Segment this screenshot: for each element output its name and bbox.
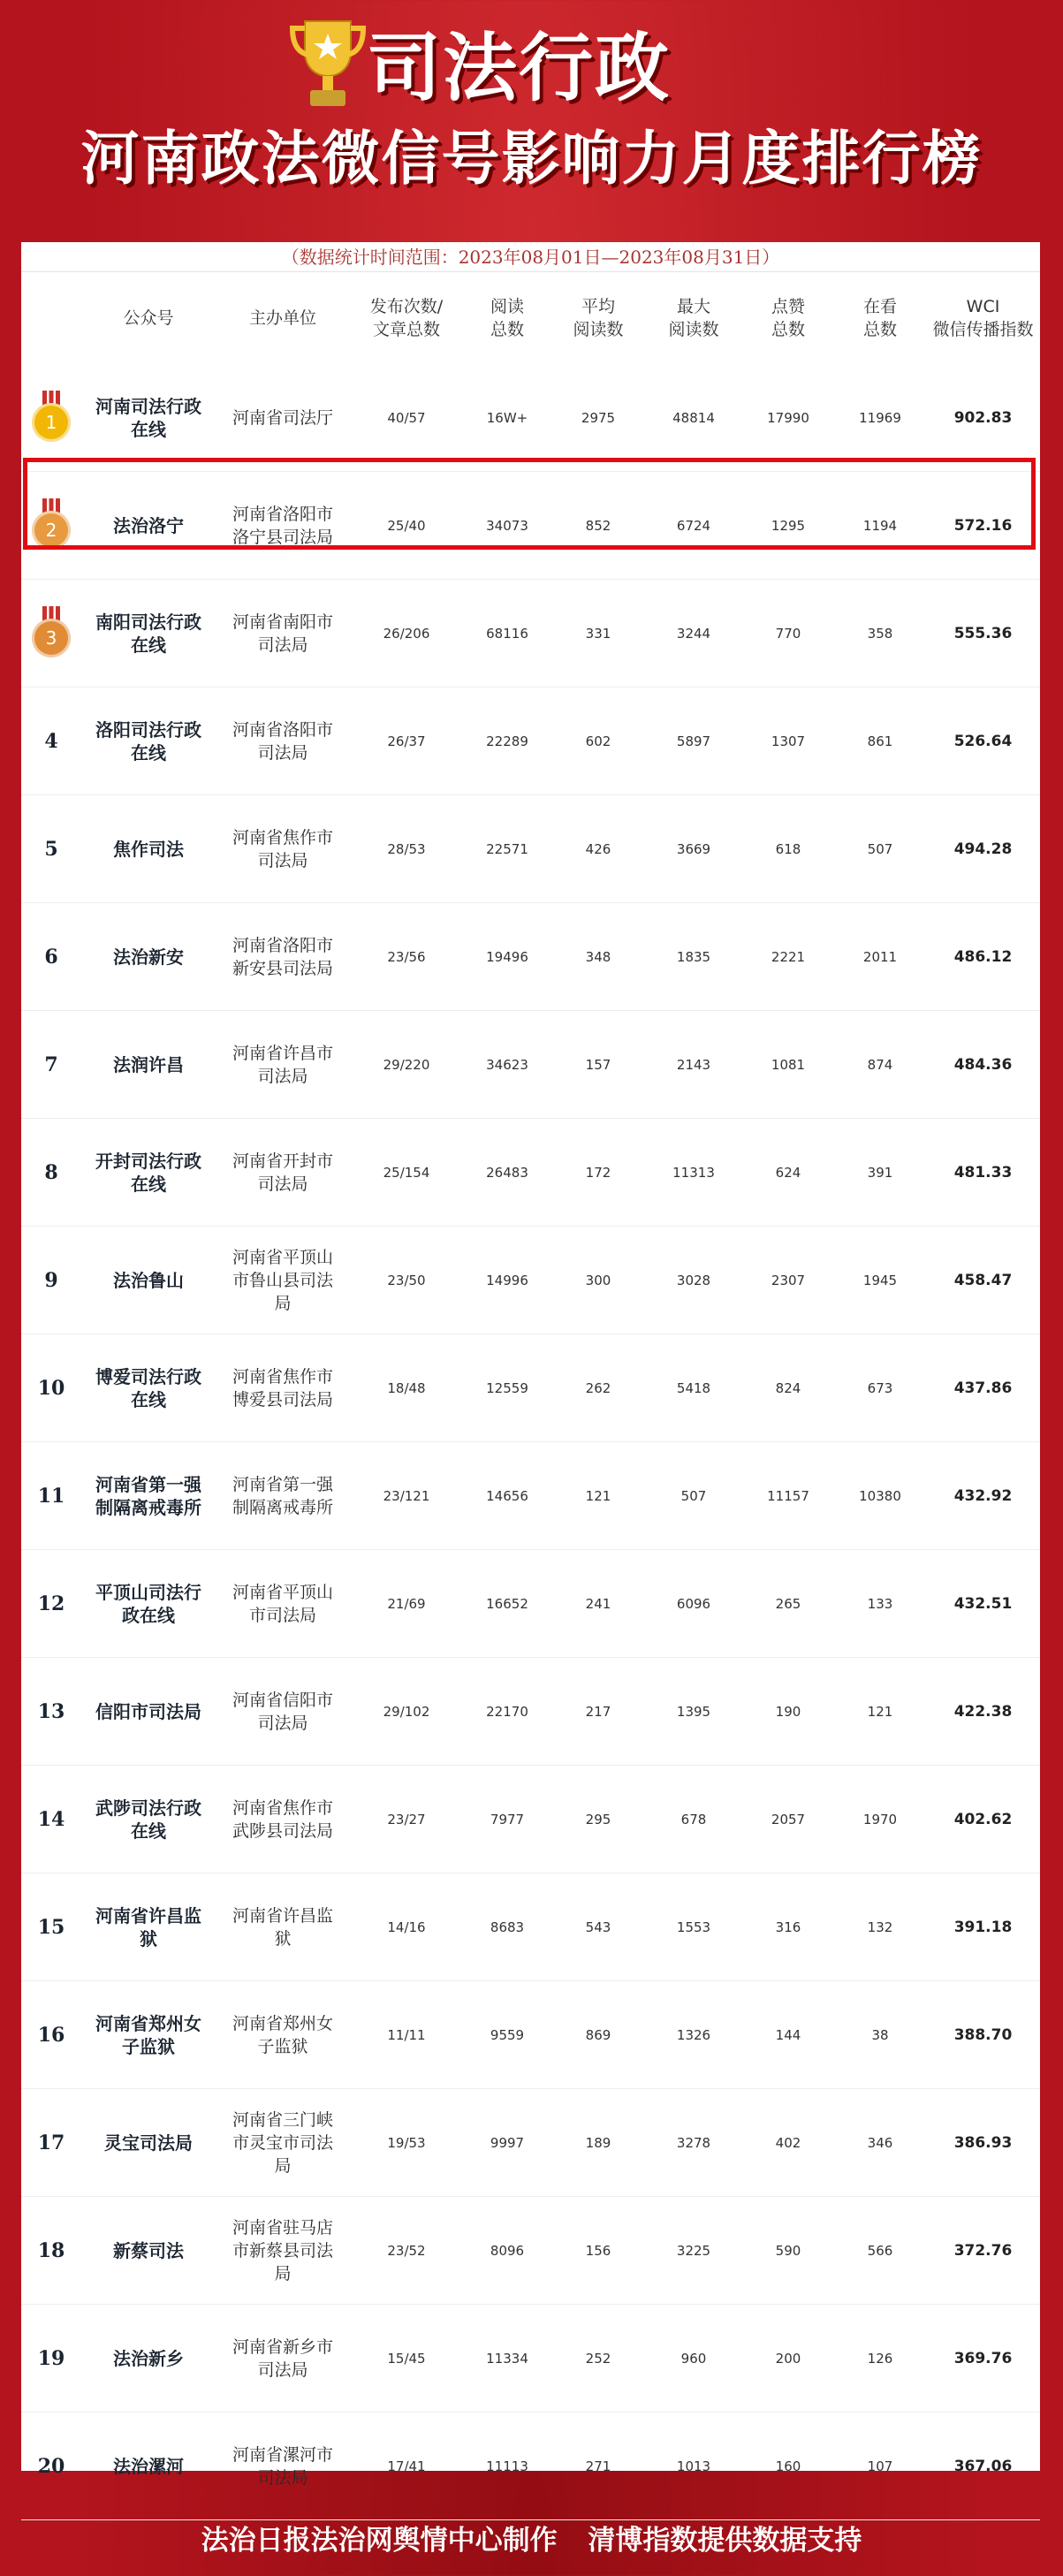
rank-cell: 7: [44, 1053, 58, 1076]
likes-cell: 200: [775, 2351, 801, 2367]
rank-cell: 16: [37, 2024, 65, 2047]
footer: [0, 2501, 1063, 2576]
wci-cell: 388.70: [953, 2026, 1013, 2044]
wci-cell: 432.51: [953, 1595, 1013, 1613]
likes-cell: 144: [775, 2027, 801, 2043]
avg-cell: 543: [585, 1919, 611, 1935]
table-row: [21, 580, 1040, 688]
avg-cell: 331: [585, 626, 611, 642]
name-cell: 法治鲁山: [113, 1270, 184, 1291]
table-row: [21, 2305, 1040, 2413]
name-cell: 平顶山司法行 政在线: [95, 1582, 201, 1626]
avg-cell: 348: [585, 949, 611, 965]
name-cell: 信阳市司法局: [95, 1701, 201, 1722]
name-cell: 河南省第一强 制隔离戒毒所: [95, 1474, 201, 1518]
avg-cell: 2975: [581, 410, 616, 426]
name-cell: 法治漯河: [113, 2456, 184, 2477]
wci-cell: 484.36: [953, 1056, 1013, 1074]
avg-cell: 271: [585, 2458, 611, 2474]
max-cell: 5418: [676, 1380, 711, 1396]
posts-cell: 19/53: [387, 2135, 426, 2151]
looks-cell: 11969: [859, 410, 901, 426]
looks-cell: 126: [867, 2351, 893, 2367]
name-cell: 法治新乡: [113, 2348, 184, 2369]
col-header-wci: WCI 微信传播指数: [932, 297, 1034, 339]
max-cell: 6096: [676, 1596, 711, 1612]
wci-cell: 402.62: [953, 1811, 1013, 1828]
avg-cell: 426: [585, 841, 611, 857]
org-cell: 河南省焦作市 司法局: [232, 828, 333, 870]
wci-cell: 367.06: [953, 2458, 1013, 2475]
medal-icon: [30, 498, 72, 553]
name-cell: 新蔡司法: [113, 2240, 184, 2261]
rank-cell: 6: [44, 946, 58, 969]
rank-cell: [21, 364, 81, 472]
table-row: [21, 1658, 1040, 1766]
max-cell: 507: [680, 1488, 707, 1504]
org-cell: 河南省信阳市 司法局: [232, 1691, 333, 1733]
rank-cell: 19: [37, 2347, 65, 2370]
max-cell: 3244: [676, 626, 711, 642]
page-title: 司法行政: [367, 25, 672, 111]
likes-cell: 316: [775, 1919, 801, 1935]
looks-cell: 1945: [862, 1273, 898, 1288]
looks-cell: 861: [867, 733, 893, 749]
posts-cell: 29/220: [383, 1057, 430, 1073]
avg-cell: 262: [585, 1380, 611, 1396]
likes-cell: 1295: [771, 518, 806, 534]
posts-cell: 21/69: [387, 1596, 426, 1612]
org-cell: 河南省洛阳市 洛宁县司法局: [232, 505, 333, 547]
col-header-name: 公众号: [123, 308, 174, 328]
reads-cell: 34073: [486, 518, 528, 534]
reads-cell: 26483: [486, 1165, 528, 1181]
table-row: [21, 688, 1040, 795]
reads-cell: 22170: [486, 1704, 528, 1720]
col-header-avg: 平均 阅读数: [573, 297, 624, 339]
org-cell: 河南省司法厅: [232, 408, 333, 428]
looks-cell: 107: [867, 2458, 893, 2474]
posts-cell: 25/40: [387, 518, 426, 534]
wci-cell: 526.64: [953, 733, 1013, 750]
org-cell: 河南省焦作市 武陟县司法局: [232, 1798, 333, 1841]
name-cell: 灵宝司法局: [104, 2132, 193, 2154]
looks-cell: 507: [867, 841, 893, 857]
likes-cell: 618: [775, 841, 801, 857]
reads-cell: 9997: [490, 2135, 525, 2151]
posts-cell: 23/27: [387, 1812, 426, 1828]
medal-number: 3: [32, 619, 71, 657]
reads-cell: 16652: [486, 1596, 528, 1612]
posts-cell: 23/56: [387, 949, 426, 965]
reads-cell: 14656: [486, 1488, 528, 1504]
table-row: [21, 1981, 1040, 2089]
name-cell: 洛阳司法行政 在线: [95, 719, 201, 764]
reads-cell: 34623: [486, 1057, 528, 1073]
likes-cell: 2221: [771, 949, 806, 965]
posts-cell: 23/52: [387, 2243, 426, 2259]
page-subtitle: 河南政法微信号影响力月度排行榜: [80, 125, 983, 193]
table-row: [21, 2197, 1040, 2305]
avg-cell: 189: [585, 2135, 611, 2151]
avg-cell: 241: [585, 1596, 611, 1612]
likes-cell: 190: [775, 1704, 801, 1720]
table-row: [21, 1011, 1040, 1119]
max-cell: 960: [680, 2351, 707, 2367]
ranking-panel: [21, 242, 1040, 2488]
avg-cell: 869: [585, 2027, 611, 2043]
looks-cell: 358: [867, 626, 893, 642]
posts-cell: 28/53: [387, 841, 426, 857]
reads-cell: 68116: [486, 626, 528, 642]
table-row: [21, 2089, 1040, 2197]
table-row: [21, 1766, 1040, 1873]
max-cell: 678: [680, 1812, 707, 1828]
org-cell: 河南省洛阳市 新安县司法局: [232, 936, 333, 978]
rank-cell: 4: [44, 730, 58, 753]
wci-cell: 386.93: [953, 2134, 1013, 2152]
avg-cell: 172: [585, 1165, 611, 1181]
looks-cell: 1970: [862, 1812, 898, 1828]
org-cell: 河南省第一强 制隔离戒毒所: [232, 1475, 333, 1517]
reads-cell: 19496: [486, 949, 528, 965]
name-cell: 南阳司法行政 在线: [95, 612, 201, 656]
col-header-reads: 阅读 总数: [490, 297, 524, 339]
posts-cell: 26/37: [387, 733, 426, 749]
name-cell: 法润许昌: [113, 1054, 184, 1075]
wci-cell: 572.16: [953, 517, 1013, 535]
medal-icon: [30, 606, 72, 661]
posts-cell: 15/45: [387, 2351, 426, 2367]
posts-cell: 14/16: [387, 1919, 426, 1935]
likes-cell: 11157: [767, 1488, 809, 1504]
avg-cell: 295: [585, 1812, 611, 1828]
rank-cell: 18: [37, 2239, 65, 2262]
likes-cell: 1081: [771, 1057, 806, 1073]
rank-cell: 13: [37, 1700, 65, 1723]
rank-cell: 20: [37, 2455, 65, 2478]
reads-cell: 16W+: [486, 410, 528, 426]
org-cell: 河南省许昌监 狱: [232, 1906, 333, 1949]
looks-cell: 874: [867, 1057, 893, 1073]
posts-cell: 40/57: [387, 410, 426, 426]
org-cell: 河南省南阳市 司法局: [232, 612, 333, 655]
org-cell: 河南省平顶山 市司法局: [232, 1583, 333, 1625]
rank-cell: [21, 580, 81, 688]
max-cell: 3669: [676, 841, 711, 857]
likes-cell: 2057: [771, 1812, 806, 1828]
reads-cell: 22289: [486, 733, 528, 749]
looks-cell: 673: [867, 1380, 893, 1396]
max-cell: 1395: [676, 1704, 711, 1720]
table-row: [21, 364, 1040, 472]
table-row: [21, 472, 1040, 580]
max-cell: 3278: [676, 2135, 711, 2151]
org-cell: 河南省郑州女 子监狱: [232, 2014, 333, 2056]
footer-credit-producer: 法治日报法治网舆情中心制作: [201, 2525, 558, 2557]
col-header-max: 最大 阅读数: [668, 297, 719, 339]
reads-cell: 7977: [490, 1812, 525, 1828]
org-cell: 河南省漯河市 司法局: [232, 2445, 333, 2488]
posts-cell: 23/121: [383, 1488, 430, 1504]
wci-cell: 902.83: [953, 409, 1013, 427]
likes-cell: 1307: [771, 733, 806, 749]
col-header-looks: 在看 总数: [862, 297, 897, 339]
rank-cell: 11: [37, 1485, 65, 1508]
org-cell: 河南省驻马店 市新蔡县司法 局: [232, 2218, 333, 2283]
name-cell: 开封司法行政 在线: [95, 1151, 201, 1195]
looks-cell: 566: [867, 2243, 893, 2259]
looks-cell: 132: [867, 1919, 893, 1935]
table-row: [21, 903, 1040, 1011]
wci-cell: 369.76: [953, 2350, 1013, 2367]
wci-cell: 555.36: [953, 625, 1013, 642]
posts-cell: 25/154: [383, 1165, 430, 1181]
max-cell: 1326: [676, 2027, 711, 2043]
wci-cell: 437.86: [953, 1379, 1013, 1397]
posts-cell: 29/102: [383, 1704, 430, 1720]
name-cell: 法治新安: [113, 946, 184, 968]
org-cell: 河南省三门峡 市灵宝市司法 局: [232, 2110, 333, 2176]
org-cell: 河南省洛阳市 司法局: [232, 720, 333, 763]
looks-cell: 391: [867, 1165, 893, 1181]
table-row: [21, 1873, 1040, 1981]
table-row: [21, 1227, 1040, 1334]
max-cell: 48814: [672, 410, 715, 426]
medal-number: 1: [32, 403, 71, 442]
reads-cell: 11113: [486, 2458, 528, 2474]
name-cell: 河南司法行政 在线: [95, 396, 201, 440]
wci-cell: 432.92: [953, 1487, 1013, 1505]
looks-cell: 121: [867, 1704, 893, 1720]
name-cell: 河南省郑州女 子监狱: [95, 2013, 201, 2057]
table-header: [21, 272, 1040, 364]
page-header: [0, 0, 1063, 239]
max-cell: 1013: [676, 2458, 711, 2474]
avg-cell: 300: [585, 1273, 611, 1288]
rank-cell: 12: [37, 1592, 65, 1615]
likes-cell: 17990: [767, 410, 809, 426]
name-cell: 博爱司法行政 在线: [95, 1366, 201, 1410]
org-cell: 河南省开封市 司法局: [232, 1151, 333, 1194]
avg-cell: 156: [585, 2243, 611, 2259]
wci-cell: 372.76: [953, 2242, 1013, 2260]
avg-cell: 157: [585, 1057, 611, 1073]
wci-cell: 486.12: [953, 948, 1013, 966]
likes-cell: 2307: [771, 1273, 806, 1288]
avg-cell: 217: [585, 1704, 611, 1720]
table-row: [21, 1119, 1040, 1227]
table-row: [21, 1550, 1040, 1658]
reads-cell: 8096: [490, 2243, 525, 2259]
reads-cell: 11334: [486, 2351, 528, 2367]
footer-credit-data: 清博指数提供数据支持: [588, 2525, 862, 2557]
col-header-likes: 点赞 总数: [771, 297, 805, 339]
table-row: [21, 1334, 1040, 1442]
likes-cell: 265: [775, 1596, 801, 1612]
wci-cell: 458.47: [953, 1272, 1013, 1289]
rank-cell: 17: [37, 2131, 65, 2154]
reads-cell: 8683: [490, 1919, 525, 1935]
wci-cell: 481.33: [953, 1164, 1013, 1182]
looks-cell: 10380: [859, 1488, 901, 1504]
looks-cell: 1194: [862, 518, 898, 534]
max-cell: 3028: [676, 1273, 711, 1288]
reads-cell: 12559: [486, 1380, 528, 1396]
looks-cell: 2011: [862, 949, 898, 965]
likes-cell: 402: [775, 2135, 801, 2151]
reads-cell: 22571: [486, 841, 528, 857]
wci-cell: 391.18: [953, 1919, 1013, 1936]
avg-cell: 121: [585, 1488, 611, 1504]
posts-cell: 11/11: [387, 2027, 426, 2043]
max-cell: 3225: [676, 2243, 711, 2259]
max-cell: 5897: [676, 733, 711, 749]
likes-cell: 160: [775, 2458, 801, 2474]
org-cell: 河南省焦作市 博爱县司法局: [232, 1367, 333, 1410]
max-cell: 2143: [676, 1057, 711, 1073]
reads-cell: 14996: [486, 1273, 528, 1288]
avg-cell: 852: [585, 518, 611, 534]
likes-cell: 770: [775, 626, 801, 642]
name-cell: 河南省许昌监 狱: [95, 1905, 201, 1949]
table-row: [21, 795, 1040, 903]
name-cell: 焦作司法: [113, 839, 184, 860]
max-cell: 11313: [672, 1165, 715, 1181]
org-cell: 河南省平顶山 市鲁山县司法 局: [232, 1248, 333, 1313]
trophy-icon: [287, 16, 368, 111]
rank-cell: 8: [44, 1161, 58, 1184]
posts-cell: 18/48: [387, 1380, 426, 1396]
name-cell: 法治洛宁: [113, 515, 184, 536]
looks-cell: 133: [867, 1596, 893, 1612]
max-cell: 1553: [676, 1919, 711, 1935]
posts-cell: 26/206: [383, 626, 430, 642]
max-cell: 1835: [676, 949, 711, 965]
rank-cell: 10: [37, 1377, 65, 1400]
rank-cell: [21, 472, 81, 580]
avg-cell: 252: [585, 2351, 611, 2367]
rank-cell: 9: [44, 1269, 58, 1292]
posts-cell: 23/50: [387, 1273, 426, 1288]
medal-number: 2: [32, 511, 71, 550]
wci-cell: 422.38: [953, 1703, 1013, 1721]
posts-cell: 17/41: [387, 2458, 426, 2474]
org-cell: 河南省新乡市 司法局: [232, 2337, 333, 2380]
wci-cell: 494.28: [953, 840, 1013, 858]
likes-cell: 590: [775, 2243, 801, 2259]
table-row: [21, 1442, 1040, 1550]
medal-icon: [30, 391, 72, 445]
likes-cell: 624: [775, 1165, 801, 1181]
date-range: （数据统计时间范围：2023年08月01日—2023年08月31日）: [21, 242, 1040, 272]
avg-cell: 602: [585, 733, 611, 749]
name-cell: 武陟司法行政 在线: [95, 1797, 201, 1842]
max-cell: 6724: [676, 518, 711, 534]
looks-cell: 38: [871, 2027, 889, 2043]
rank-cell: 5: [44, 838, 58, 861]
likes-cell: 824: [775, 1380, 801, 1396]
rank-cell: 14: [37, 1808, 65, 1831]
col-header-posts: 发布次数/ 文章总数: [369, 297, 444, 339]
org-cell: 河南省许昌市 司法局: [232, 1044, 333, 1086]
looks-cell: 346: [867, 2135, 893, 2151]
col-header-org: 主办单位: [248, 308, 316, 328]
rank-cell: 15: [37, 1916, 65, 1939]
reads-cell: 9559: [490, 2027, 525, 2043]
